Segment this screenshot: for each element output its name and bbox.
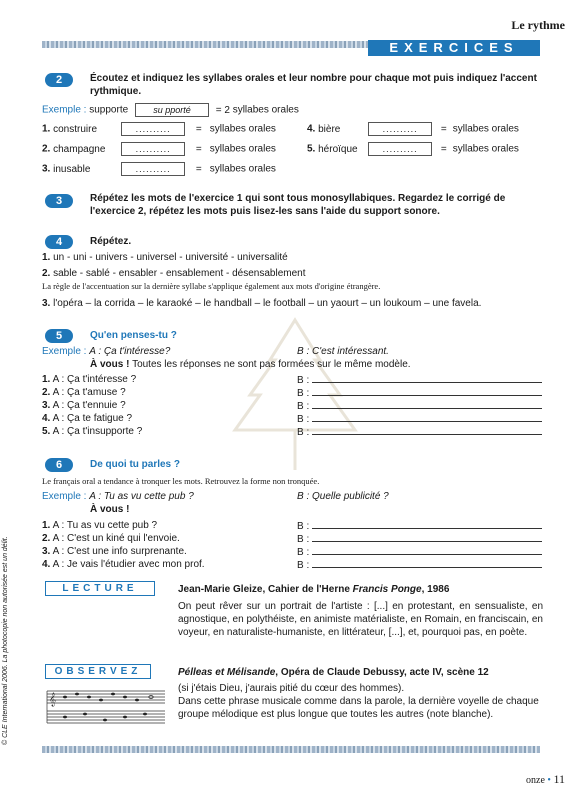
answer-line[interactable] (312, 373, 542, 383)
lecture-body: On peut rêver sur un portrait de l'artiste : [...] en protestant, en sensualiste, en agnostique, en polythéiste, en animiste matérialiste, en Romain, en franciscain, en voyeur, en naturaliste-humaniste, en littérateur, [...], et, pourquoi pas, en poète. (178, 601, 543, 638)
exercices-banner: EXERCICES (368, 40, 540, 56)
exercise-4-line-2: 2. sable - sablé - ensabler - ensablement - désensablement (42, 268, 306, 279)
decorative-stripe (42, 41, 368, 48)
list-item: 5. héroïque .......... = syllabes orales (307, 143, 519, 155)
observez-body: Dans cette phrase musicale comme dans la parole, la dernière voyelle de chaque groupe mélodique est plus longue que toutes les autres (note blanche). (178, 696, 539, 720)
answer-box[interactable]: .......... (121, 162, 185, 176)
answer-box[interactable]: .......... (121, 142, 185, 156)
chapter-title: Le rythme (511, 18, 565, 32)
list-item: 4. A : Ça te fatigue ? B : (42, 412, 562, 425)
answer-line[interactable] (312, 412, 542, 422)
exercise-4-number: 4 (45, 235, 73, 249)
list-item: 4. bière .......... = syllabes orales (307, 123, 519, 135)
answer-line[interactable] (312, 386, 542, 396)
answer-line[interactable] (312, 425, 542, 435)
list-item: 2. A : C'est un kiné qui l'envoie. B : (42, 532, 562, 545)
exercise-5-title: Qu'en penses-tu ? (90, 330, 177, 341)
example-unit: syllabes orales (232, 104, 299, 116)
list-item: 1. A : Tu as vu cette pub ? B : (42, 519, 562, 532)
exercise-2-instruction: Écoutez et indiquez les syllabes orales et leur nombre pour chaque mot puis indiquez l'accent rythmique. (90, 73, 537, 97)
list-item: 2. A : Ça t'amuse ? B : (42, 386, 562, 399)
list-item: 2. champagne .......... = syllabes orales (42, 143, 276, 155)
copyright-notice: © CLE International 2006. La photocopie non autorisée est un délit. (2, 536, 9, 745)
answer-line[interactable] (312, 532, 542, 542)
list-item: 3. A : C'est une info surprenante. B : (42, 545, 562, 558)
exercise-5-example: Exemple : A : Ça t'intéresse? (42, 346, 171, 357)
example-word: supporte (89, 104, 129, 116)
exercise-4-instruction: Répétez. (90, 236, 132, 247)
exercise-6-note: Le français oral a tendance à tronquer les mots. Retrouvez la forme non tronquée. (42, 476, 320, 486)
answer-box[interactable]: .......... (368, 122, 432, 136)
lecture-title: Jean-Marie Gleize, Cahier de l'Herne Francis Ponge, 1986 (178, 584, 450, 595)
observez-label: OBSERVEZ (45, 664, 151, 679)
list-item: 5. A : Ça t'insupporte ? B : (42, 425, 562, 438)
example-label: Exemple : (42, 104, 87, 116)
exercise-4-line-3: 3. l'opéra – la corrida – le karaoké – le handball – le football – un yaourt – un loukoum – une favela. (42, 298, 482, 309)
list-item: 1. A : Ça t'intéresse ? B : (42, 373, 562, 386)
decorative-stripe-bottom (42, 746, 540, 753)
music-score-image (45, 683, 167, 729)
exercise-3-number: 3 (45, 194, 73, 208)
exercise-5-items (42, 373, 562, 438)
exercise-2-number: 2 (45, 73, 73, 87)
list-item: 1. construire .......... = syllabes orales (42, 123, 276, 135)
lecture-label: LECTURE (45, 581, 155, 596)
answer-box[interactable]: .......... (368, 142, 432, 156)
example-result: = 2 (215, 104, 230, 116)
answer-line[interactable] (312, 545, 542, 555)
exercise-5-number: 5 (45, 329, 73, 343)
list-item: 3. A : Ça t'ennuie ? B : (42, 399, 562, 412)
observez-quote: (si j'étais Dieu, j'aurais pitié du cœur des hommes). (178, 683, 405, 694)
answer-line[interactable] (312, 519, 542, 529)
exercise-3-instruction: Répétez les mots de l'exercice 1 qui sont tous monosyllabiques. Regardez le corrigé de l'exercice 2, répétez les mots puis lisez-les sans l'aide du support sonore. (90, 193, 506, 217)
svg-text:𝄞: 𝄞 (49, 692, 57, 706)
exercise-2-left-items (42, 122, 302, 182)
list-item: 4. A : Je vais l'étudier avec mon prof. B : (42, 558, 562, 571)
exercise-6-items (42, 519, 562, 571)
exercise-5-avous: À vous ! Toutes les réponses ne sont pas formées sur le même modèle. (90, 359, 411, 370)
exercise-6-title: De quoi tu parles ? (90, 459, 181, 470)
example-answer-box: su pporté (135, 103, 209, 117)
observez-title: Pélleas et Mélisande, Opéra de Claude Debussy, acte IV, scène 12 (178, 667, 489, 678)
answer-box[interactable]: .......... (121, 122, 185, 136)
answer-line[interactable] (312, 399, 542, 409)
exercise-6-number: 6 (45, 458, 73, 472)
exercise-2-example (42, 103, 299, 117)
list-item: 3. inusable .......... = syllabes orales (42, 163, 276, 175)
exercise-2-right-items (307, 122, 557, 162)
exercise-5-example-b: B : C'est intéressant. (297, 346, 389, 357)
answer-line[interactable] (312, 558, 542, 568)
exercise-6-example: Exemple : A : Tu as vu cette pub ? (42, 491, 194, 502)
exercise-6-avous: À vous ! (90, 504, 130, 515)
exercise-4-line-1: 1. un - uni - univers - universel - université - universalité (42, 252, 288, 263)
page-footer: onze • 11 (526, 772, 565, 786)
exercise-6-example-b: B : Quelle publicité ? (297, 491, 389, 502)
exercise-4-note: La règle de l'accentuation sur la dernière syllabe s'applique également aux mots d'origine étrangère. (42, 281, 381, 291)
